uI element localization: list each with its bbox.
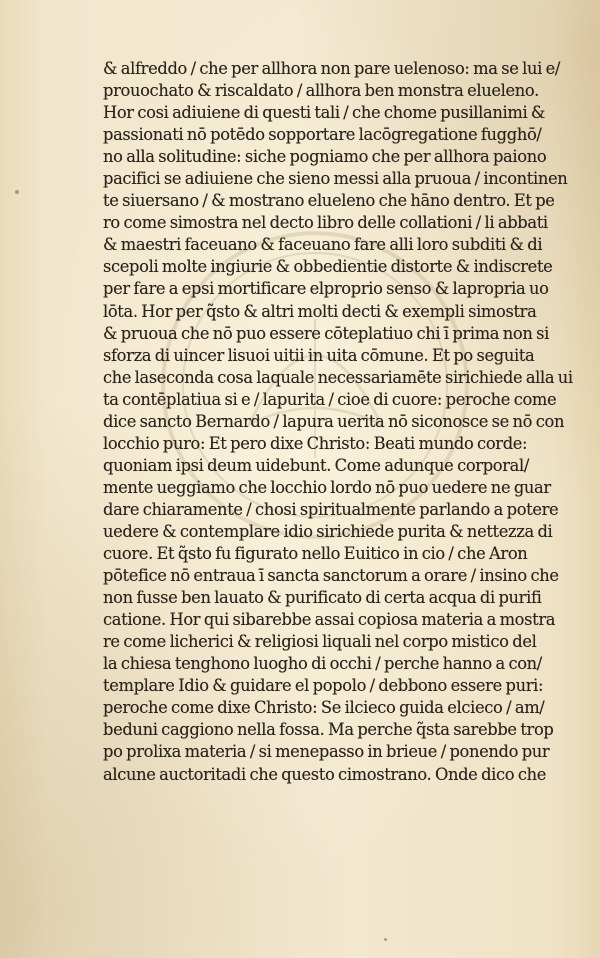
- text-line: per fare a epsi mortificare elproprio senso & lapropria uo: [103, 279, 549, 299]
- text-line: passionati nō potēdo sopportare lacōgregatione fugghō/: [103, 125, 542, 145]
- text-line: & alfreddo / che per allhora non pare uelenoso: ma se lui e/: [103, 59, 561, 78]
- text-line: scepoli molte ingiurie & obbedientie distorte & indiscrete: [103, 257, 553, 277]
- text-line: ta contēplatiua si e / lapurita / cioe di cuore: peroche come: [103, 389, 557, 409]
- text-line: non fusse ben lauato & purificato di certa acqua di purifi: [103, 588, 542, 608]
- text-block: [103, 58, 573, 786]
- text-line: prouochato & riscaldato / allhora ben monstra elueleno.: [103, 81, 539, 101]
- text-line: no alla solitudine: siche pogniamo che per allhora paiono: [103, 147, 547, 167]
- text-line: cuore. Et q̃sto fu figurato nello Euitico in cio / che Aron: [103, 544, 528, 564]
- bottom-ink-spot: [384, 938, 387, 941]
- text-line: dice sancto Bernardo / lapura uerita nō siconosce se nō con: [103, 411, 565, 431]
- text-line: locchio puro: Et pero dixe Christo: Beati mundo corde:: [103, 433, 528, 453]
- text-line: ro come simostra nel decto libro delle collationi / li abbati: [103, 213, 548, 233]
- text-line: alcune auctoritadi che questo cimostrano. Onde dico che: [103, 764, 547, 784]
- margin-ink-spot: [15, 190, 19, 194]
- text-line: templare Idio & guidare el popolo / debbono essere puri:: [103, 676, 544, 696]
- text-line: re come licherici & religiosi liquali nel corpo mistico del: [103, 632, 537, 652]
- text-line: lōta. Hor per q̃sto & altri molti decti & exempli simostra: [103, 301, 537, 321]
- text-line: & pruoua che nō puo essere cōteplatiuo chi ī prima non si: [103, 323, 549, 343]
- text-line: & maestri faceuano & faceuano fare alli loro subditi & di: [103, 235, 543, 255]
- text-line: catione. Hor qui sibarebbe assai copiosa materia a mostra: [103, 610, 556, 630]
- text-line: po prolixa materia / si menepasso in brieue / ponendo pur: [103, 742, 550, 762]
- text-line: che laseconda cosa laquale necessariamēte sirichiede alla ui: [103, 367, 573, 387]
- text-line: pacifici se adiuiene che sieno messi alla pruoua / incontinen: [103, 169, 568, 189]
- text-line: la chiesa tenghono luogho di occhi / perche hanno a con/: [103, 654, 542, 674]
- text-line: quoniam ipsi deum uidebunt. Come adunque corporal/: [103, 455, 530, 475]
- text-line: pōtefice nō entraua ī sancta sanctorum a orare / insino che: [103, 566, 559, 586]
- text-line: te siuersano / & mostrano elueleno che hāno dentro. Et pe: [103, 191, 555, 211]
- text-line: dare chiaramente / chosi spiritualmente parlando a potere: [103, 499, 559, 519]
- text-line: beduni caggiono nella fossa. Ma perche q̃sta sarebbe trop: [103, 720, 554, 740]
- text-line: Hor cosi adiuiene di questi tali / che chome pusillanimi &: [103, 103, 546, 123]
- text-line: mente ueggiamo che locchio lordo nō puo uedere ne guar: [103, 477, 551, 497]
- text-line: uedere & contemplare idio sirichiede purita & nettezza di: [103, 521, 553, 541]
- text-line: peroche come dixe Christo: Se ilcieco guida elcieco / am/: [103, 698, 545, 718]
- text-line: sforza di uincer lisuoi uitii in uita cōmune. Et po seguita: [103, 345, 535, 365]
